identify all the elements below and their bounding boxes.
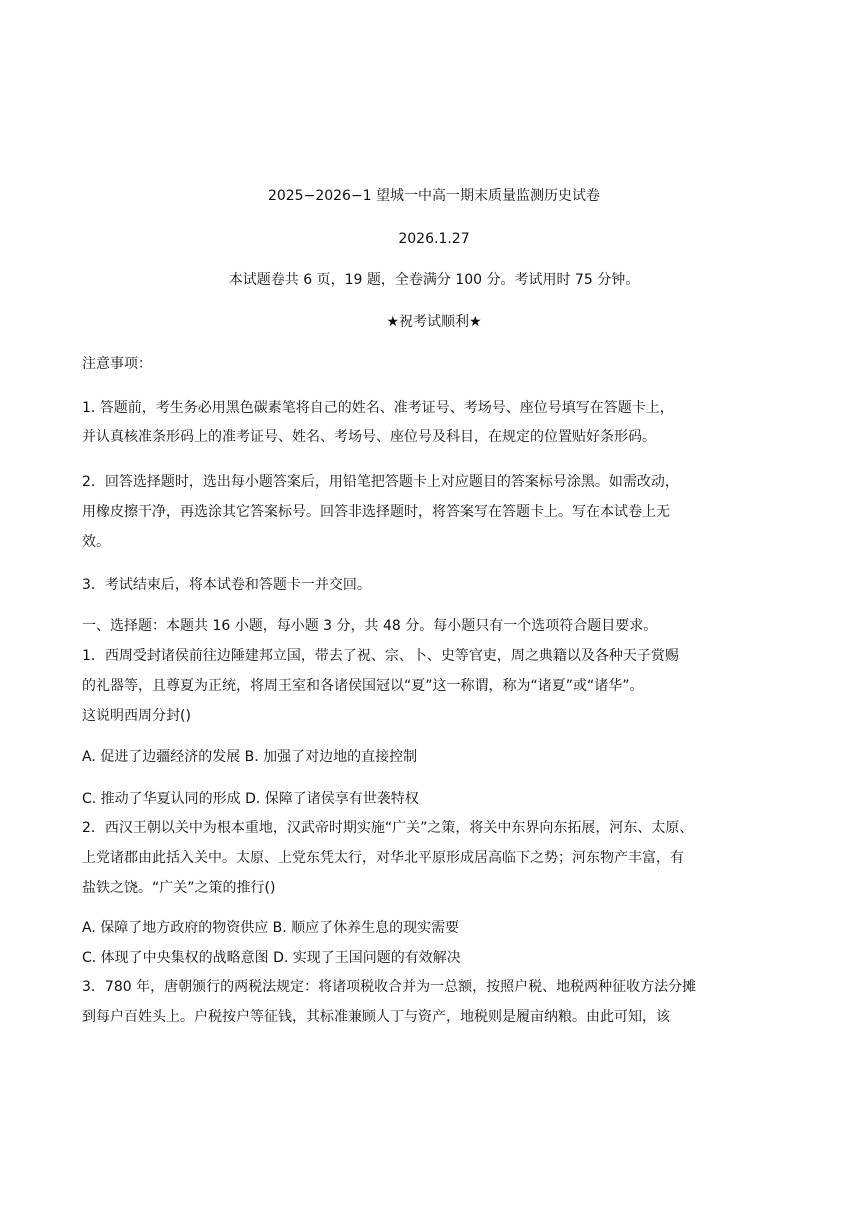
notice-item-1-line-2: 并认真核准条形码上的准考证号、姓名、考场号、座位号及科目，在规定的位置贴好条形码。 (82, 429, 656, 445)
exam-title: 2025−2026−1 望城一中高一期末质量监测历史试卷 (267, 188, 601, 204)
exam-info: 本试题卷共 6 页，19 题，全卷满分 100 分。考试用时 75 分钟。 (228, 272, 640, 288)
question-2-line-2: 上党诸郡由此括入关中。太原、上党东凭太行，对华北平原形成居高临下之势；河东物产丰富，有 (82, 850, 684, 866)
notice-item-2-line-3: 效。 (82, 534, 110, 550)
exam-wish: ★祝考试顺利★ (386, 314, 482, 330)
question-3-line-2: 到每户百姓头上。户税按户等征钱，其标准兼顾人丁与资产，地税则是履亩纳粮。由此可知，该 (82, 1009, 670, 1025)
notice-heading: 注意事项： (82, 356, 152, 372)
notice-item-3: 3．考试结束后，将本试卷和答题卡一并交回。 (82, 577, 371, 593)
question-3-line-1: 3．780 年，唐朝颁行的两税法规定：将诸项税收合并为一总额，按照户税、地税两种征收方法分摊 (82, 979, 697, 995)
question-1-line-3: 这说明西周分封() (82, 708, 191, 724)
question-2-options-cd: C. 体现了中央集权的战略意图 D. 实现了王国问题的有效解决 (82, 950, 461, 966)
notice-item-1-line-1: 1. 答题前，考生务必用黑色碳素笔将自己的姓名、准考证号、考场号、座位号填写在答题卡上， (82, 400, 674, 416)
question-1-options-cd: C. 推动了华夏认同的形成 D. 保障了诸侯享有世袭特权 (82, 791, 419, 807)
exam-date: 2026.1.27 (398, 231, 470, 247)
question-1-line-2: 的礼器等，且尊夏为正统，将周王室和各诸侯国冠以“夏”这一称谓，称为“诸夏”或“诸华”。 (82, 678, 644, 694)
notice-item-2-line-2: 用橡皮擦干净，再选涂其它答案标号。回答非选择题时，将答案写在答题卡上。写在本试卷上无 (82, 504, 670, 520)
section-heading: 一、选择题：本题共 16 小题，每小题 3 分，共 48 分。每小题只有一个选项符合题目要求。 (82, 618, 658, 634)
question-2-line-3: 盐铁之饶。“广关”之策的推行() (82, 880, 276, 896)
notice-item-2-line-1: 2．回答选择题时，选出每小题答案后，用铅笔把答题卡上对应题目的答案标号涂黑。如需改动， (82, 474, 679, 490)
question-1-options-ab: A. 促进了边疆经济的发展 B. 加强了对边地的直接控制 (82, 749, 418, 765)
question-2-options-ab: A. 保障了地方政府的物资供应 B. 顺应了休养生息的现实需要 (82, 920, 460, 936)
question-1-line-1: 1．西周受封诸侯前往边陲建邦立国，带去了祝、宗、卜、史等官吏，周之典籍以及各种天子赏赐 (82, 648, 679, 664)
question-2-line-1: 2．西汉王朝以关中为根本重地，汉武帝时期实施“广关”之策，将关中东界向东拓展，河东、太原、 (82, 820, 694, 836)
